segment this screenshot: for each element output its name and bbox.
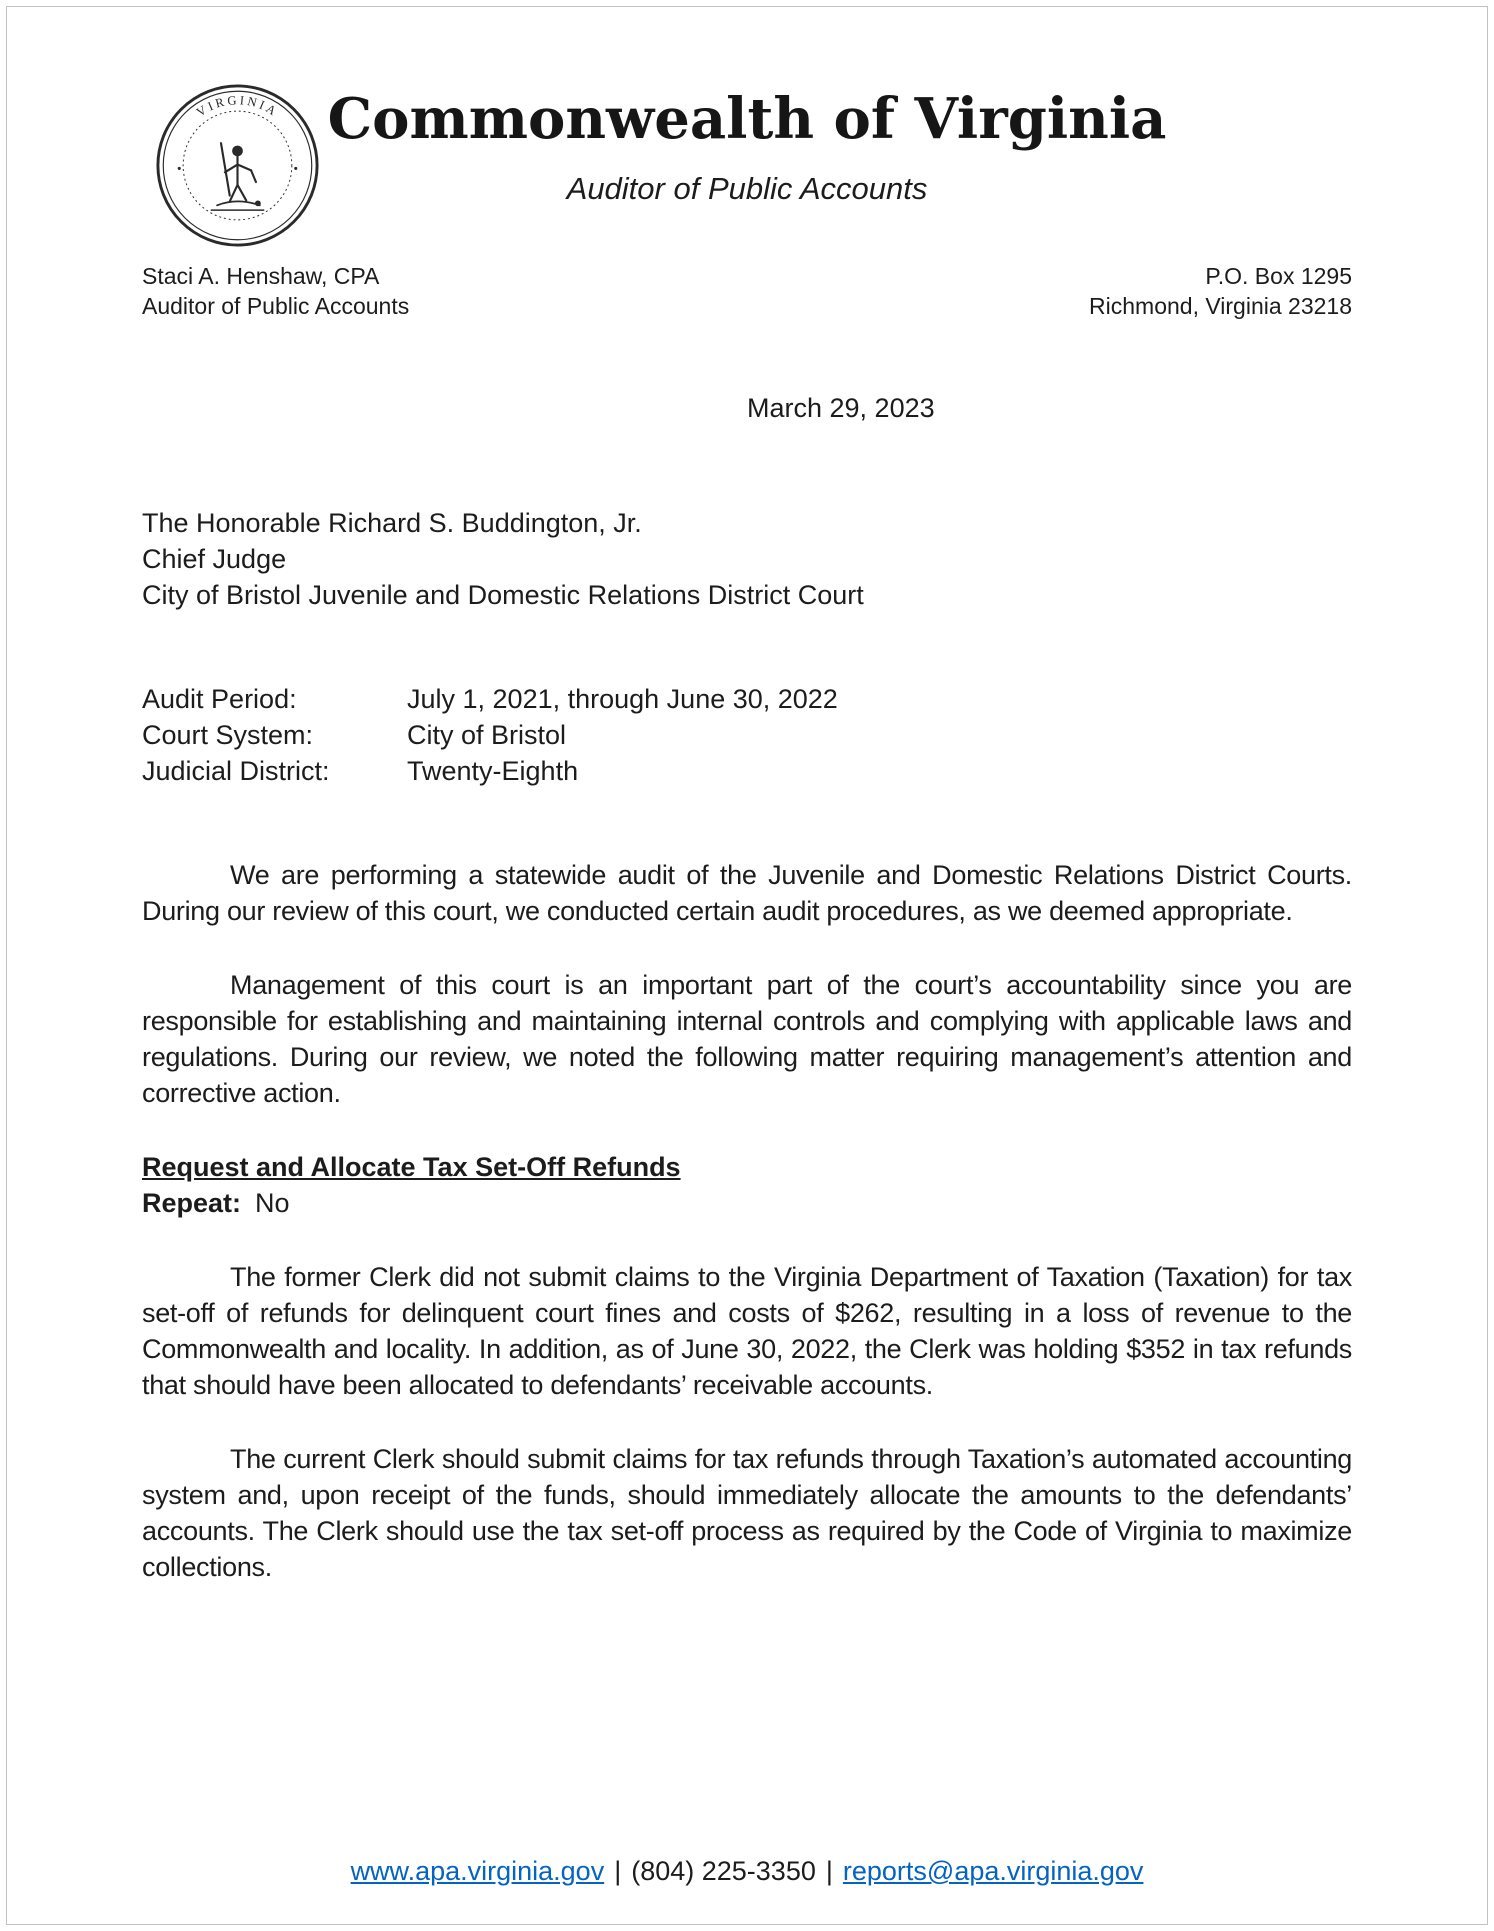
auditor-name: Staci A. Henshaw, CPA: [142, 263, 380, 289]
judicial-district-label: Judicial District:: [142, 756, 330, 786]
letterhead-subtitle: Auditor of Public Accounts: [566, 171, 928, 206]
footer: [142, 1854, 1352, 1888]
repeat-label: Repeat:: [142, 1188, 242, 1218]
audit-info: [142, 681, 1352, 789]
address-block: [1089, 261, 1352, 321]
footer-separator: |: [825, 1856, 833, 1886]
letter-date: March 29, 2023: [747, 393, 935, 423]
website-link[interactable]: www.apa.virginia.gov: [350, 1856, 605, 1886]
email-link[interactable]: reports@apa.virginia.gov: [842, 1856, 1144, 1886]
recipient-title: Chief Judge: [142, 544, 287, 574]
intro-paragraph-1: We are performing a statewide audit of the Juvenile and Domestic Relations District Courts. During our review of this court, we conducted certain audit procedures, as we deemed appropriate.: [142, 860, 1352, 926]
judicial-district-value: Twenty-Eighth: [407, 756, 579, 786]
audit-info-row: [142, 717, 1352, 753]
footer-separator: |: [614, 1856, 622, 1886]
recipient-name: The Honorable Richard S. Buddington, Jr.: [142, 508, 642, 538]
letterhead: [142, 7, 1352, 207]
intro-paragraph-2: Management of this court is an important part of the court’s accountability since you are responsible for establishing and maintaining internal controls and complying with applicable laws and regulations. During our review, we noted the following matter requiring management’s attention and corrective action.: [142, 970, 1352, 1108]
address-city-state-zip: Richmond, Virginia 23218: [1089, 293, 1352, 319]
court-system-value: City of Bristol: [407, 720, 567, 750]
phone-number: (804) 225-3350: [631, 1856, 816, 1886]
audit-period-value: July 1, 2021, through June 30, 2022: [407, 684, 838, 714]
recipient-block: [142, 505, 1352, 613]
court-system-label: Court System:: [142, 720, 314, 750]
audit-info-row: [142, 681, 1352, 717]
letter-content: [142, 7, 1352, 1924]
letterhead-title: Commonwealth of Virginia: [327, 86, 1167, 152]
auditor-block: [142, 261, 409, 321]
audit-info-row: [142, 753, 1352, 789]
address-po-box: P.O. Box 1295: [1205, 263, 1352, 289]
seal-text: VIRGINIA: [193, 93, 282, 120]
repeat-line: [142, 1185, 1352, 1221]
finding-paragraph-1: The former Clerk did not submit claims to the Virginia Department of Taxation (Taxation) for tax set-off of refunds for delinquent court fines and costs of $262, resulting in a loss of revenue to the Commonwealth and locality. In addition, as of June 30, 2022, the Clerk was holding $352 in tax refunds that should have been allocated to defendants’ receivable accounts.: [142, 1262, 1352, 1400]
finding-paragraph-2: The current Clerk should submit claims for tax refunds through Taxation’s automated accounting system and, upon receipt of the funds, should immediately allocate the amounts to the defendants’ accounts. The Clerk should use the tax set-off process as required by the Code of Virginia to maximize collections.: [142, 1444, 1352, 1582]
repeat-value: No: [255, 1188, 290, 1218]
letter-page: [6, 6, 1488, 1925]
recipient-organization: City of Bristol Juvenile and Domestic Relations District Court: [142, 580, 864, 610]
letterhead-contact-row: [142, 261, 1352, 321]
audit-period-label: Audit Period:: [142, 684, 297, 714]
finding-heading: Request and Allocate Tax Set-Off Refunds: [142, 1152, 681, 1182]
auditor-title: Auditor of Public Accounts: [142, 293, 410, 319]
